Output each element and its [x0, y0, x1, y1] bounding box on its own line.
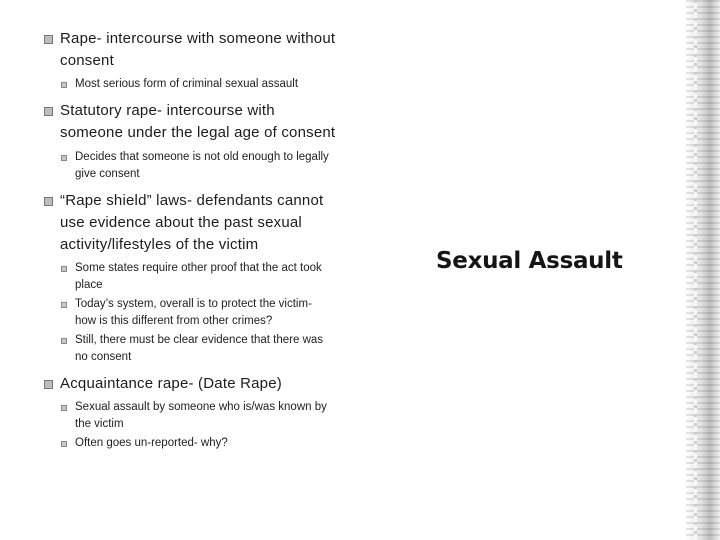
bullet-item	[44, 100, 336, 144]
sub-bullet-item	[61, 260, 336, 294]
square-bullet-icon	[44, 197, 53, 206]
sub-bullet-item	[61, 149, 336, 183]
decorative-edge	[686, 0, 720, 540]
sub-bullet-text: Often goes un-reported- why?	[75, 437, 228, 449]
square-bullet-icon	[61, 441, 67, 447]
sub-bullet-item	[61, 296, 336, 330]
bullet-text: “Rape shield” laws- defendants cannot use evidence about the past sexual activity/lifestyles of the victim	[60, 192, 324, 253]
bullet-item	[44, 373, 336, 395]
bullet-item	[44, 28, 336, 72]
square-bullet-icon	[44, 35, 53, 44]
sub-bullet-text: Today’s system, overall is to protect the victim- how is this different from other crimes?	[75, 298, 312, 327]
square-bullet-icon	[44, 107, 53, 116]
square-bullet-icon	[61, 338, 67, 344]
square-bullet-icon	[61, 405, 67, 411]
square-bullet-icon	[61, 302, 67, 308]
sub-bullet-item	[61, 399, 336, 433]
bullet-text: Statutory rape- intercourse with someone under the legal age of consent	[60, 102, 336, 141]
sub-bullet-item	[61, 435, 336, 452]
bullet-item	[44, 190, 336, 256]
sub-bullet-text: Decides that someone is not old enough to legally give consent	[75, 151, 329, 180]
bullet-text: Acquaintance rape- (Date Rape)	[60, 375, 282, 392]
sub-bullet-text: Still, there must be clear evidence that there was no consent	[75, 334, 324, 363]
sub-bullet-text: Sexual assault by someone who is/was known by the victim	[75, 401, 327, 430]
square-bullet-icon	[44, 380, 53, 389]
square-bullet-icon	[61, 266, 67, 272]
bullet-text: Rape- intercourse with someone without consent	[60, 30, 336, 69]
sub-bullet-item	[61, 76, 336, 93]
square-bullet-icon	[61, 155, 67, 161]
sub-bullet-text: Some states require other proof that the act took place	[75, 262, 322, 291]
bullet-list	[44, 28, 336, 452]
sub-bullet-item	[61, 332, 336, 366]
slide-title: Sexual Assault	[436, 248, 623, 274]
sub-bullet-text: Most serious form of criminal sexual assault	[75, 78, 299, 90]
square-bullet-icon	[61, 82, 67, 88]
